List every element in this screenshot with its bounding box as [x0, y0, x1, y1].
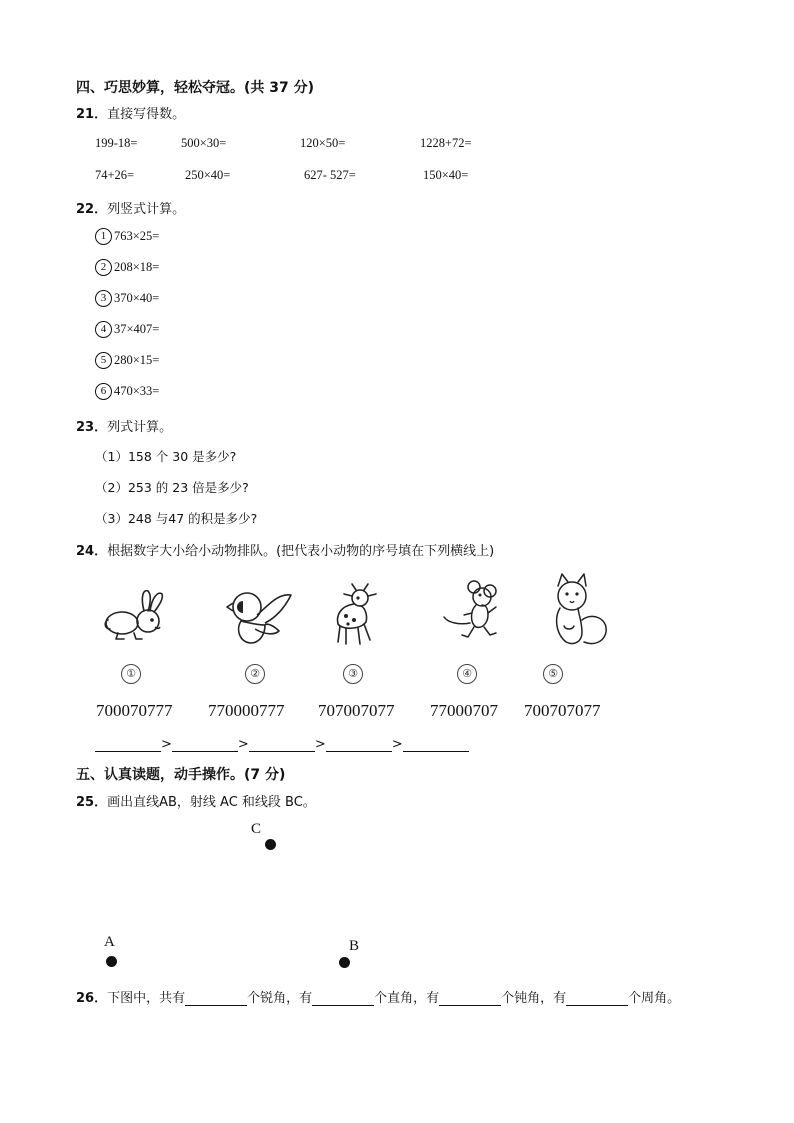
animal-number: 707007077 [318, 701, 395, 720]
item-expression: 37×407= [114, 322, 160, 336]
vertical-calc-item [95, 228, 159, 245]
question-text: 个锐角，有 [247, 991, 313, 1006]
question-text: 画出直线AB，射线 AC 和线段 BC。 [107, 795, 316, 810]
answer-blank[interactable] [172, 737, 238, 752]
point-label-c: C [251, 821, 262, 837]
question-21 [76, 103, 185, 122]
animal-number: 770000777 [208, 701, 285, 720]
answer-blank[interactable] [439, 991, 501, 1006]
greater-than-sign: > [314, 737, 326, 752]
answer-order-line [95, 737, 469, 752]
question-number: 25． [76, 795, 108, 810]
question-22 [76, 198, 185, 217]
question-text: 列竖式计算。 [107, 202, 186, 217]
question-number: 26． [76, 991, 108, 1006]
greater-than-sign: > [237, 737, 249, 752]
question-26 [76, 987, 680, 1006]
animal-marker: ③ [343, 664, 363, 684]
animal-marker: ① [121, 664, 141, 684]
sub-question: （1）158 个 30 是多少? [95, 449, 237, 464]
question-text: 下图中，共有 [107, 991, 186, 1006]
section-5-title: 五、认真读题，动手操作。(7 分) [76, 767, 286, 783]
question-text: 个直角，有 [374, 991, 440, 1006]
calc-item: 150×40= [423, 168, 469, 182]
answer-blank[interactable] [566, 991, 628, 1006]
vertical-calc-item [95, 321, 159, 338]
item-marker: 1 [95, 228, 112, 245]
question-text: 个钝角，有 [501, 991, 567, 1006]
calc-item: 74+26= [95, 168, 135, 182]
calc-item: 627- 527= [304, 168, 356, 182]
deer-icon [330, 582, 380, 648]
question-number: 22． [76, 202, 108, 217]
calc-item: 500×30= [181, 136, 227, 150]
vertical-calc-item [95, 290, 159, 307]
question-number: 24． [76, 544, 108, 559]
calc-item: 120×50= [300, 136, 346, 150]
vertical-calc-item [95, 383, 159, 400]
item-expression: 370×40= [114, 291, 160, 305]
animal-marker: ② [245, 664, 265, 684]
sub-question: （3）248 与47 的积是多少? [95, 511, 258, 526]
question-text: 直接写得数。 [107, 107, 186, 122]
mouse-icon [440, 577, 502, 645]
point-c-dot[interactable] [265, 839, 276, 850]
calc-item: 250×40= [185, 168, 231, 182]
question-text: 列式计算。 [107, 420, 173, 435]
greater-than-sign: > [391, 737, 403, 752]
section-4-title: 四、巧思妙算，轻松夺冠。(共 37 分) [76, 80, 315, 96]
item-marker: 4 [95, 321, 112, 338]
item-marker: 3 [95, 290, 112, 307]
animal-marker: ⑤ [543, 664, 563, 684]
question-text: 个周角。 [628, 991, 681, 1006]
item-marker: 5 [95, 352, 112, 369]
item-expression: 763×25= [114, 229, 160, 243]
point-a-dot[interactable] [106, 956, 117, 967]
sub-question: （2）253 的 23 倍是多少? [95, 480, 249, 495]
calc-item: 199-18= [95, 136, 138, 150]
answer-blank[interactable] [185, 991, 247, 1006]
greater-than-sign: > [161, 737, 172, 752]
question-number: 23． [76, 420, 108, 435]
point-label-a: A [104, 934, 115, 950]
point-label-b: B [349, 938, 360, 954]
question-number: 21． [76, 107, 108, 122]
question-25 [76, 791, 316, 810]
item-expression: 208×18= [114, 260, 160, 274]
squirrel-icon [548, 572, 610, 650]
bird-icon [225, 585, 297, 647]
animal-number: 77000707 [430, 701, 498, 720]
item-expression: 280×15= [114, 353, 160, 367]
rabbit-icon [100, 585, 175, 645]
answer-blank[interactable] [403, 737, 469, 752]
vertical-calc-item [95, 259, 159, 276]
vertical-calc-item [95, 352, 159, 369]
answer-blank[interactable] [249, 737, 315, 752]
animal-marker: ④ [457, 664, 477, 684]
question-24 [76, 540, 494, 559]
question-text: 根据数字大小给小动物排队。(把代表小动物的序号填在下列横线上) [107, 544, 495, 559]
point-b-dot[interactable] [339, 957, 350, 968]
item-marker: 6 [95, 383, 112, 400]
question-23 [76, 416, 172, 435]
item-marker: 2 [95, 259, 112, 276]
answer-blank[interactable] [95, 737, 161, 752]
item-expression: 470×33= [114, 384, 160, 398]
animal-number: 700707077 [524, 701, 601, 720]
animal-number: 700070777 [96, 701, 173, 720]
answer-blank[interactable] [312, 991, 374, 1006]
answer-blank[interactable] [326, 737, 392, 752]
calc-item: 1228+72= [420, 136, 472, 150]
